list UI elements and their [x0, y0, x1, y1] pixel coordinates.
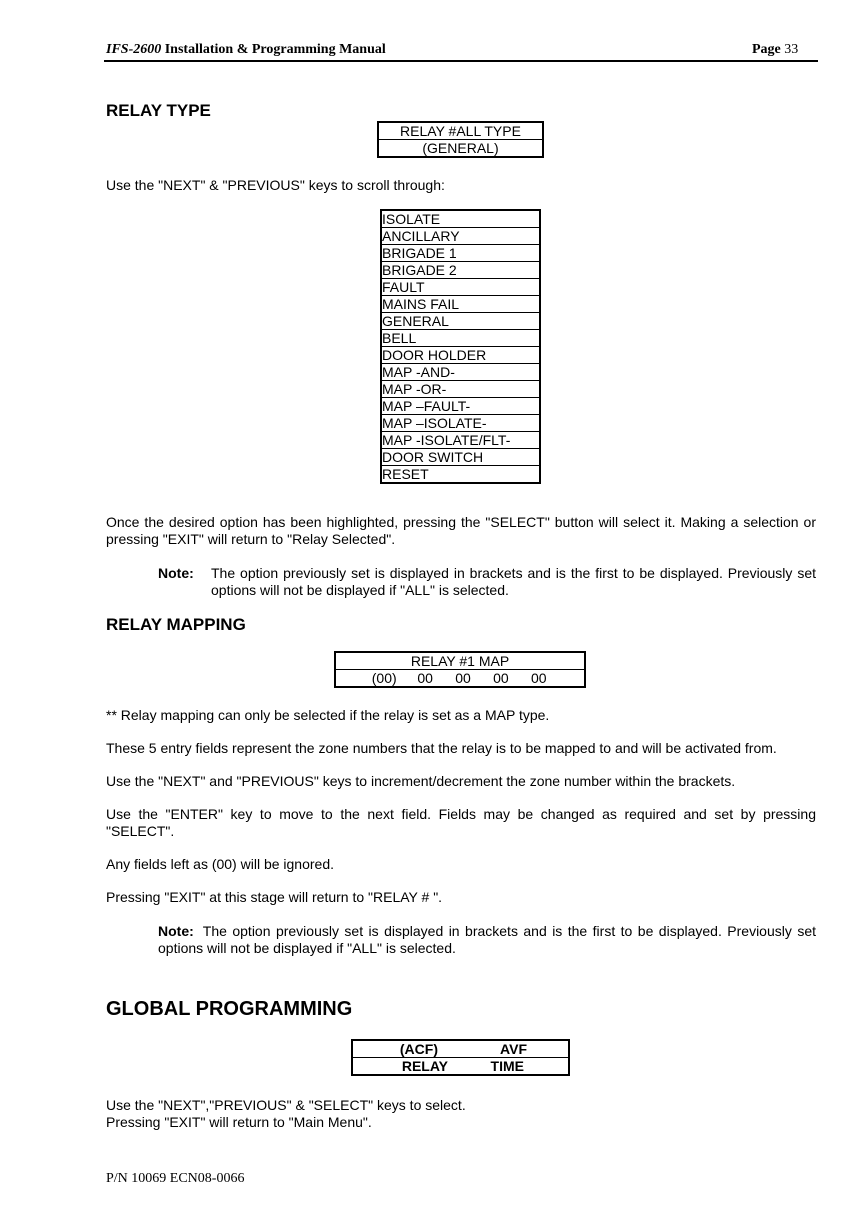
relay-type-option: BRIGADE 2 — [381, 262, 540, 279]
map-field: 00 — [417, 670, 433, 686]
map-field: 00 — [455, 670, 471, 686]
page-number-value: 33 — [784, 42, 799, 57]
relay-type-option: DOOR SWITCH — [381, 449, 540, 466]
relay-type-option: MAP –FAULT- — [381, 398, 540, 415]
relay-type-display — [377, 121, 544, 158]
relay-type-heading: RELAY TYPE — [106, 101, 211, 120]
page-label: Page — [752, 42, 781, 57]
relay-mapping-display — [334, 651, 586, 688]
relay-type-option: MAP -ISOLATE/FLT- — [381, 432, 540, 449]
relay-mapping-p2: These 5 entry fields represent the zone numbers that the relay is to be mapped to and will be activated from. — [106, 740, 777, 756]
relay-type-option: FAULT — [381, 279, 540, 296]
page-number — [752, 42, 798, 58]
relay-type-option: DOOR HOLDER — [381, 347, 540, 364]
relay-mapping-p3: Use the "NEXT" and "PREVIOUS" keys to increment/decrement the zone number within the brackets. — [106, 773, 736, 789]
relay-type-option: MAINS FAIL — [381, 296, 540, 313]
map-field: (00) — [371, 670, 397, 686]
relay-mapping-p5: Any fields left as (00) will be ignored. — [106, 856, 334, 872]
relay-type-option: BRIGADE 1 — [381, 245, 540, 262]
running-header-title — [106, 42, 386, 58]
map-field: 00 — [530, 670, 547, 686]
relay-mapping-note — [158, 923, 816, 957]
note-label: Note: — [158, 565, 194, 581]
note-text: The option previously set is displayed in brackets and is the first to be displayed. Previously set options will not be displayed if "ALL" is selected. — [211, 565, 816, 598]
relay-type-option: ANCILLARY — [381, 228, 540, 245]
relay-mapping-display-line1: RELAY #1 MAP — [335, 652, 585, 670]
manual-title: Installation & Programming Manual — [161, 42, 386, 57]
relay-type-option: GENERAL — [381, 313, 540, 330]
global-display-row1 — [352, 1040, 569, 1058]
global-option-acf: (ACF) — [399, 1041, 438, 1057]
global-programming-line2: Pressing "EXIT" will return to "Main Menu". — [106, 1114, 372, 1130]
global-programming-heading: GLOBAL PROGRAMMING — [106, 998, 353, 1020]
relay-type-note — [158, 565, 816, 599]
map-field: 00 — [493, 670, 509, 686]
relay-type-option: MAP -AND- — [381, 364, 540, 381]
global-option-time: TIME — [490, 1058, 524, 1074]
relay-type-intro: Use the "NEXT" & "PREVIOUS" keys to scroll through: — [106, 177, 445, 193]
footer-part-number: P/N 10069 ECN08-0066 — [106, 1171, 245, 1186]
relay-type-option: RESET — [381, 466, 540, 484]
relay-mapping-heading: RELAY MAPPING — [106, 615, 246, 634]
relay-mapping-fields — [335, 670, 585, 688]
header-rule — [104, 60, 818, 62]
relay-mapping-p1: ** Relay mapping can only be selected if the relay is set as a MAP type. — [106, 707, 550, 723]
note-label: Note: — [158, 923, 194, 939]
global-programming-line1: Use the "NEXT","PREVIOUS" & "SELECT" keys to select. — [106, 1097, 466, 1113]
note-block — [158, 923, 816, 957]
relay-mapping-p4: Use the "ENTER" key to move to the next field. Fields may be changed as required and set by pressing "SELECT". — [106, 806, 816, 839]
relay-type-option: ISOLATE — [381, 210, 540, 228]
relay-type-option: BELL — [381, 330, 540, 347]
relay-type-after-text: Once the desired option has been highlighted, pressing the "SELECT" button will select it. Making a selection or pressing "EXIT" will return to "Relay Selected". — [106, 514, 816, 547]
global-option-relay: RELAY — [401, 1058, 448, 1074]
global-display-row2 — [352, 1058, 569, 1076]
relay-mapping-p6: Pressing "EXIT" at this stage will return to "RELAY # ". — [106, 889, 443, 905]
relay-type-display-line2: (GENERAL) — [378, 140, 543, 158]
note-text: The option previously set is displayed in brackets and is the first to be displayed. Previously set options will not be displayed if "ALL" is selected. — [158, 923, 816, 956]
relay-type-display-line1: RELAY #ALL TYPE — [378, 122, 543, 140]
global-option-avf: AVF — [500, 1041, 527, 1057]
product-name: IFS-2600 — [106, 42, 162, 57]
relay-type-option: MAP -OR- — [381, 381, 540, 398]
global-programming-display — [351, 1039, 570, 1076]
relay-type-options-list — [380, 209, 541, 484]
relay-type-option: MAP –ISOLATE- — [381, 415, 540, 432]
